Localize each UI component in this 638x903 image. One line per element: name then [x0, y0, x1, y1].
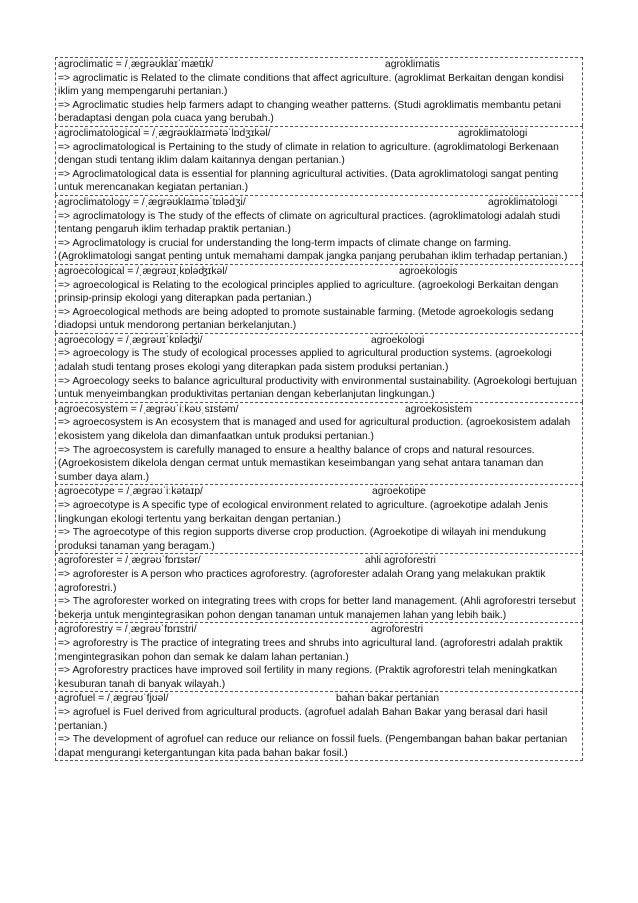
- entry-pronunciation: /ˌæɡrəʊˈfɒrɪstər/: [125, 555, 201, 567]
- entry-pronunciation: /ˌæɡrəʊˈfɒrɪstri/: [124, 624, 197, 636]
- entry-term: agroclimatology: [58, 196, 131, 208]
- entry-definition: => agroclimatic is Related to the climate conditions that affect agriculture. (agroklimat Berkaitan dengan kondisi iklim yang mempengaruhi pertanian.): [58, 72, 564, 98]
- entry-pronunciation: /ˌæɡrəʊˈfjʊəl/: [106, 693, 169, 705]
- dictionary-entry: [55, 57, 583, 126]
- entry-term-line: agroforestry = /ˌæɡrəʊˈfɒrɪstri/: [58, 624, 197, 636]
- entry-translation: agroforestri: [371, 624, 424, 636]
- dictionary-entry: [55, 484, 583, 553]
- entry-example: => Agroforestry practices have improved soil fertility in many regions. (Praktik agroforestri telah meningkatkan kesuburan tanah di banyak wilayah.): [58, 665, 558, 690]
- entry-term-line: agroecosystem = /ˌæɡrəʊˈiːkəʊˌsɪstəm/: [58, 403, 239, 415]
- entry-heading: [58, 403, 580, 417]
- entry-pronunciation: /ˌæɡrəʊklaɪˈmætɪk/: [124, 59, 214, 70]
- entry-heading: [58, 485, 580, 499]
- entry-heading: [58, 334, 580, 348]
- entry-pronunciation: /ˌæɡrəʊˈiːkəʊˌsɪstəm/: [139, 403, 239, 415]
- entry-pronunciation: /ˌæɡrəʊˈiːkətaɪp/: [126, 486, 203, 498]
- entry-pronunciation: /ˌæɡrəʊɪˈkɒləʤi/: [125, 334, 203, 346]
- entry-term-line: agroclimatic = /ˌæɡrəʊklaɪˈmætɪk/: [58, 59, 214, 70]
- entry-heading: [58, 58, 580, 72]
- entry-example: => Agroclimatic studies help farmers adapt to changing weather patterns. (Studi agroklimatis membantu petani beradaptasi dengan pola cuaca yang berubah.): [58, 99, 562, 125]
- entry-definition: => agroecology is The study of ecological processes applied to agricultural production systems. (agroekologi adalah studi tentang proses ekologi yang diterapkan pada sistem produksi pertanian.): [58, 348, 552, 374]
- entry-term-line: agroforester = /ˌæɡrəʊˈfɒrɪstər/: [58, 555, 201, 567]
- entry-definition: => agroforester is A person who practices agroforestry. (agroforester adalah Orang yang melakukan praktik agroforestri.): [58, 568, 546, 594]
- entry-translation: ahli agroforestri: [365, 555, 436, 567]
- entry-example: => The development of agrofuel can reduce our reliance on fossil fuels. (Pengembangan bahan bakar pertanian dapat mengurangi ketergantungan kita pada bahan bakar fosil.): [58, 734, 568, 759]
- entry-definition: => agrofuel is Fuel derived from agricultural products. (agrofuel adalah Bahan Bakar yang berasal dari hasil pertanian.): [58, 706, 548, 732]
- dictionary-entry: [55, 691, 583, 761]
- entry-definition: => agroclimatological is Pertaining to the study of climate in relation to agriculture. (agroklimatologi Berkenaan dengan studi tentang iklim dalam kaitannya dengan pertanian.): [58, 141, 559, 167]
- entry-heading: [58, 127, 580, 141]
- entry-definition: => agroecotype is A specific type of ecological environment related to agriculture. (agroekotipe adalah Jenis lingkungan ekologi tertentu yang berkaitan dengan pertanian.): [58, 500, 548, 525]
- entry-definition: => agroforestry is The practice of integrating trees and shrubs into agricultural land. (agroforestri adalah praktik mengintegrasikan pohon dan semak ke dalam lahan pertanian.): [58, 637, 563, 663]
- entry-translation: agroekologi: [371, 334, 425, 346]
- entry-heading: [58, 554, 580, 568]
- entry-example: => Agroclimatological data is essential for planning agricultural activities. (Data agroklimatologi sangat penting untuk merencanakan kegiatan pertanian.): [58, 168, 559, 194]
- entry-term-line: agroecological = /ˌæɡrəʊɪˌkɒləʤɪkəl/: [58, 265, 228, 277]
- entry-term: agroecosystem: [58, 403, 128, 415]
- entry-example: => The agroecotype of this region supports diverse crop production. (Agroekotipe di wilayah ini mendukung produksi tanaman yang beragam.): [58, 527, 547, 552]
- entry-translation: bahan bakar pertanian: [336, 693, 440, 705]
- dictionary-entry: [55, 553, 583, 622]
- entry-definition: => agroecological is Relating to the ecological principles applied to agriculture. (agroekologi Berkaitan dengan prinsip-prinsip ekologi yang diterapkan pada pertanian.): [58, 279, 559, 305]
- entry-example: => Agroecological methods are being adopted to promote sustainable farming. (Metode agroekologis sedang diadopsi untuk mendorong pertanian berkelanjutan.): [58, 306, 554, 332]
- entry-term: agroecology: [58, 334, 115, 346]
- entry-pronunciation: /ˌæɡrəʊklaɪmətəˈlɒdʒɪkəl/: [152, 127, 271, 139]
- entry-term-line: agroecology = /ˌæɡrəʊɪˈkɒləʤi/: [58, 334, 203, 346]
- entry-term: agrofuel: [58, 693, 96, 705]
- entry-translation: agroekotipe: [372, 486, 426, 498]
- entry-term: agroecotype: [58, 486, 115, 498]
- dictionary-page: [55, 57, 583, 761]
- entry-term: agroclimatological: [58, 127, 141, 139]
- entry-example: => The agroforester worked on integrating trees with crops for better land management. (Ahli agroforestri tersebut bekerja untuk mengintegrasikan pohon dengan tanaman untuk manajemen lahan yang lebih baik.): [58, 596, 576, 621]
- entry-term-line: agrofuel = /ˌæɡrəʊˈfjʊəl/: [58, 693, 169, 705]
- entry-term-line: agroecotype = /ˌæɡrəʊˈiːkətaɪp/: [58, 486, 203, 498]
- entry-term: agroclimatic: [58, 59, 113, 70]
- entry-term: agroforester: [58, 555, 114, 567]
- entry-translation: agroekologis: [399, 265, 458, 277]
- entry-definition: => agroclimatology is The study of the effects of climate on agricultural practices. (agroklimatologi adalah studi tentang pengaruh iklim terhadap praktik pertanian.): [58, 210, 561, 236]
- entry-term-line: agroclimatology = /ˌæɡrəʊklaɪməˈtɒlədʒi/: [58, 196, 246, 208]
- entry-heading: [58, 196, 580, 210]
- entry-heading: [58, 265, 580, 279]
- entry-example: => Agroecology seeks to balance agricultural productivity with environmental sustainability. (Agroekologi bertujuan untuk menyeimbangkan produktivitas pertanian dengan keberlanjutan lingkungan.): [58, 375, 577, 401]
- dictionary-entry: [55, 195, 583, 264]
- entry-translation: agroklimatologi: [458, 127, 528, 139]
- entry-term-line: agroclimatological = /ˌæɡrəʊklaɪmətəˈlɒdʒɪkəl/: [58, 127, 271, 139]
- entry-pronunciation: /ˌæɡrəʊklaɪməˈtɒlədʒi/: [141, 196, 246, 208]
- entry-heading: [58, 692, 580, 706]
- entry-pronunciation: /ˌæɡrəʊɪˌkɒləʤɪkəl/: [136, 265, 228, 277]
- dictionary-entry: [55, 622, 583, 691]
- dictionary-entry: [55, 333, 583, 402]
- entry-term: agroecological: [58, 265, 125, 277]
- entry-term: agroforestry: [58, 624, 113, 636]
- entry-heading: [58, 623, 580, 637]
- entry-translation: agroklimatologi: [488, 196, 558, 208]
- dictionary-entry: [55, 126, 583, 195]
- entry-example: => The agroecosystem is carefully managed to ensure a healthy balance of crops and natural resources. (Agroekosistem dikelola dengan cermat untuk memastikan keseimbangan yang sehat antara tanaman dan sumber daya alam.): [58, 444, 544, 483]
- entry-definition: => agroecosystem is An ecosystem that is managed and used for agricultural production. (agroekosistem adalah ekosistem yang dikelola dan dimanfaatkan untuk produksi pertanian.): [58, 417, 571, 443]
- entry-translation: agroekosistem: [405, 403, 472, 415]
- entry-example: => Agroclimatology is crucial for understanding the long-term impacts of climate change on farming. (Agroklimatologi sangat penting untuk memahami dampak jangka panjang perubahan iklim terhadap pertanian.): [58, 237, 568, 263]
- entry-translation: agroklimatis: [385, 59, 440, 70]
- dictionary-entry: [55, 402, 583, 485]
- dictionary-entry: [55, 264, 583, 333]
